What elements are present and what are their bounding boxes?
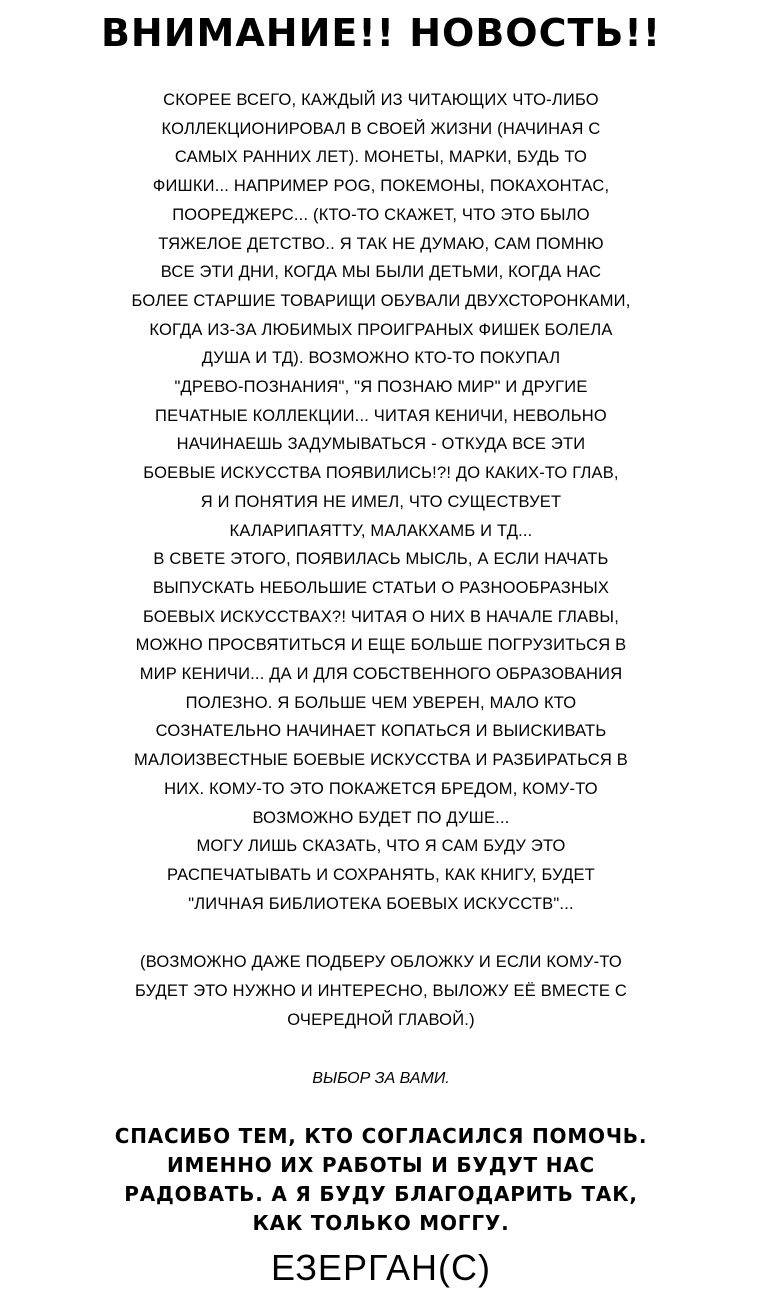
thanks-block [0, 1122, 762, 1238]
cover-note [0, 948, 762, 1035]
body-line: КОГДА ИЗ-ЗА ЛЮБИМЫХ ПРОИГРАНЫХ ФИШЕК БОЛЕЛА [149, 320, 613, 339]
choice-line: ВЫБОР ЗА ВАМИ. [312, 1070, 450, 1087]
body-line: ДУША И ТД). ВОЗМОЖНО КТО-ТО ПОКУПАЛ [201, 349, 561, 368]
announcement-body [0, 86, 762, 918]
body-line: СКОРЕЕ ВСЕГО, КАЖДЫЙ ИЗ ЧИТАЮЩИХ ЧТО-ЛИБО [163, 91, 599, 109]
body-line: ПООРЕДЖЕРС... (КТО-ТО СКАЖЕТ, ЧТО ЭТО БЫЛО [172, 205, 590, 224]
body-line: МАЛОИЗВЕСТНЫЕ БОЕВЫЕ ИСКУССТВА И РАЗБИРАТЬСЯ В [134, 751, 628, 770]
note-line: ОЧЕРЕДНОЙ ГЛАВОЙ.) [287, 1011, 475, 1029]
body-line: ВСЕ ЭТИ ДНИ, КОГДА МЫ БЫЛИ ДЕТЬМИ, КОГДА НАС [160, 263, 602, 282]
body-line: ВОЗМОЖНО БУДЕТ ПО ДУШЕ... [252, 808, 510, 827]
body-line: ФИШКИ... НАПРИМЕР POG, ПОКЕМОНЫ, ПОКАХОНТАС, [152, 177, 610, 196]
thanks-line: РАДОВАТЬ. А Я БУДУ БЛАГОДАРИТЬ ТАК, [124, 1182, 638, 1206]
body-line: Я И ПОНЯТИЯ НЕ ИМЕЛ, ЧТО СУЩЕСТВУЕТ [200, 492, 562, 511]
body-line: СОЗНАТЕЛЬНО НАЧИНАЕТ КОПАТЬСЯ И ВЫИСКИВАТЬ [155, 722, 607, 741]
body-line: "ДРЕВО-ПОЗНАНИЯ", "Я ПОЗНАЮ МИР" И ДРУГИЕ [174, 378, 588, 397]
body-line: ПОЛЕЗНО. Я БОЛЬШЕ ЧЕМ УВЕРЕН, МАЛО КТО [185, 693, 577, 712]
body-line: "ЛИЧНАЯ БИБЛИОТЕКА БОЕВЫХ ИСКУССТВ"... [188, 894, 574, 913]
body-line: КОЛЛЕКЦИОНИРОВАЛ В СВОЕЙ ЖИЗНИ (НАЧИНАЯ С [161, 119, 601, 138]
thanks-line: КАК ТОЛЬКО МОГГУ. [252, 1211, 510, 1235]
body-line: БОЕВЫЕ ИСКУССТВА ПОЯВИЛИСЬ!?! ДО КАКИХ-ТО ГЛАВ, [143, 464, 619, 483]
body-line: НИХ. КОМУ-ТО ЭТО ПОКАЖЕТСЯ БРЕДОМ, КОМУ-ТО [164, 779, 598, 798]
signature: ЕЗЕРГАН(С) [270, 1247, 492, 1288]
body-line: РАСПЕЧАТЫВАТЬ И СОХРАНЯТЬ, КАК КНИГУ, БУДЕТ [167, 865, 595, 884]
body-line: МИР КЕНИЧИ... ДА И ДЛЯ СОБСТВЕННОГО ОБРАЗОВАНИЯ [139, 665, 623, 684]
body-line: ПЕЧАТНЫЕ КОЛЛЕКЦИИ... ЧИТАЯ КЕНИЧИ, НЕВОЛЬНО [155, 406, 607, 425]
body-line: БОЛЕЕ СТАРШИЕ ТОВАРИЩИ ОБУВАЛИ ДВУХСТОРОНКАМИ, [131, 291, 631, 310]
body-line: КАЛАРИПАЯТТУ, МАЛАКХАМБ И ТД... [229, 521, 533, 540]
body-line: МОГУ ЛИШЬ СКАЗАТЬ, ЧТО Я САМ БУДУ ЭТО [196, 837, 566, 856]
page-title: ВНИМАНИЕ!! НОВОСТЬ!! [100, 11, 662, 55]
thanks-line: СПАСИБО ТЕМ, КТО СОГЛАСИЛСЯ ПОМОЧЬ. [114, 1124, 648, 1148]
body-line: ВЫПУСКАТЬ НЕБОЛЬШИЕ СТАТЬИ О РАЗНООБРАЗНЫХ [152, 578, 610, 597]
body-line: САМЫХ РАННИХ ЛЕТ). МОНЕТЫ, МАРКИ, БУДЬ ТО [174, 148, 588, 167]
note-line: (ВОЗМОЖНО ДАЖЕ ПОДБЕРУ ОБЛОЖКУ И ЕСЛИ КОМУ-ТО [140, 953, 622, 971]
body-line: ТЯЖЕЛОЕ ДЕТСТВО.. Я ТАК НЕ ДУМАЮ, САМ ПОМНЮ [158, 234, 604, 253]
body-line: НАЧИНАЕШЬ ЗАДУМЫВАТЬСЯ - ОТКУДА ВСЕ ЭТИ [176, 435, 586, 454]
thanks-line: ИМЕННО ИХ РАБОТЫ И БУДУТ НАС [166, 1153, 596, 1177]
body-line: МОЖНО ПРОСВЯТИТЬСЯ И ЕЩЕ БОЛЬШЕ ПОГРУЗИТЬСЯ В [135, 636, 627, 655]
note-line: БУДЕТ ЭТО НУЖНО И ИНТЕРЕСНО, ВЫЛОЖУ ЕЁ ВМЕСТЕ С [134, 982, 628, 1000]
body-line: БОЕВЫХ ИСКУССТВАХ?! ЧИТАЯ О НИХ В НАЧАЛЕ ГЛАВЫ, [142, 607, 620, 626]
body-line: В СВЕТЕ ЭТОГО, ПОЯВИЛАСЬ МЫСЛЬ, А ЕСЛИ НАЧАТЬ [153, 550, 609, 569]
